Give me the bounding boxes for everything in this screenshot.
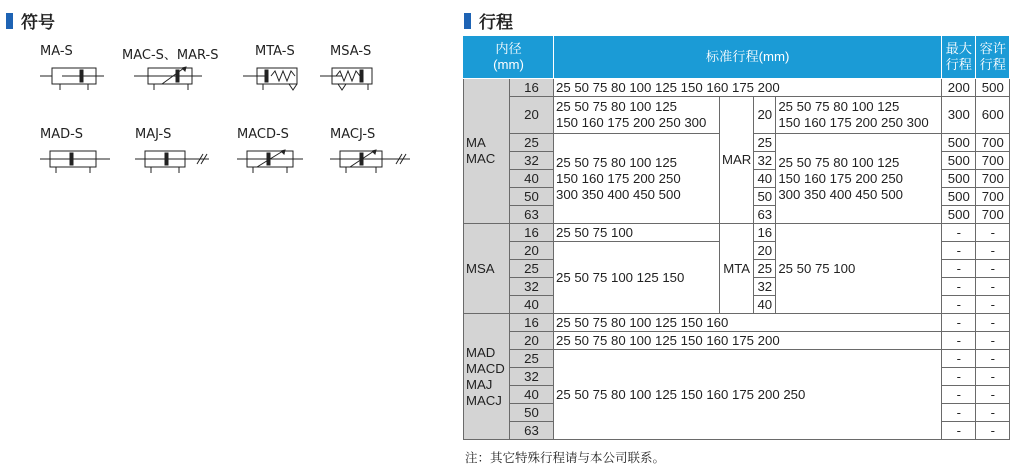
bore-cell: 50 <box>510 404 554 422</box>
symbol-label: MA-S <box>40 44 73 59</box>
max-stroke-cell: - <box>942 314 976 332</box>
allow-stroke-cell: 500 <box>976 79 1010 97</box>
bore-cell: 40 <box>510 386 554 404</box>
max-stroke-cell: - <box>942 350 976 368</box>
mar-bore-cell: 50 <box>754 188 776 206</box>
max-stroke-cell: 500 <box>942 206 976 224</box>
bore-cell: 20 <box>510 97 554 134</box>
max-stroke-cell: - <box>942 296 976 314</box>
bore-cell: 40 <box>510 170 554 188</box>
table-row <box>464 350 1010 368</box>
symbol-mac-s <box>122 44 232 63</box>
mar-bore-cell: 63 <box>754 206 776 224</box>
mar-stroke-cell <box>776 134 942 224</box>
standard-stroke-cell: 25 50 75 80 100 125 150 160 <box>554 314 942 332</box>
max-stroke-cell: - <box>942 368 976 386</box>
max-stroke-cell: 500 <box>942 188 976 206</box>
allow-stroke-cell: - <box>976 404 1010 422</box>
standard-stroke-cell <box>554 97 720 134</box>
symbol-label: MAD-S <box>40 127 84 142</box>
header-allow-stroke: 容许 行程 <box>976 36 1010 79</box>
table-row <box>464 224 1010 242</box>
stroke-note: 注：其它特殊行程请与本公司联系。 <box>465 450 666 465</box>
mta-s-symbol-icon <box>237 62 302 94</box>
max-stroke-cell: - <box>942 224 976 242</box>
series-mar: MAR <box>720 97 754 224</box>
bore-cell: 50 <box>510 188 554 206</box>
max-stroke-cell: - <box>942 260 976 278</box>
stroke-line: 25 50 75 80 100 125 <box>778 99 900 114</box>
standard-stroke-cell: 25 50 75 100 125 150 <box>554 242 720 314</box>
symbol-macj-s <box>330 127 440 142</box>
bore-cell: 25 <box>510 134 554 152</box>
mar-stroke-cell <box>776 97 942 134</box>
max-stroke-cell: - <box>942 422 976 440</box>
bore-cell: 63 <box>510 206 554 224</box>
allow-stroke-cell: 700 <box>976 188 1010 206</box>
symbol-label: MSA-S <box>330 44 372 59</box>
table-row <box>464 79 1010 97</box>
mta-bore-cell: 16 <box>754 224 776 242</box>
header-row <box>464 36 1010 79</box>
bore-cell: 25 <box>510 260 554 278</box>
mac-s-symbol-icon <box>132 62 207 94</box>
allow-stroke-cell: - <box>976 242 1010 260</box>
standard-stroke-cell: 25 50 75 80 100 125 150 160 175 200 250 <box>554 350 942 440</box>
mta-bore-cell: 20 <box>754 242 776 260</box>
header-standard-stroke: 标准行程(mm) <box>554 36 942 79</box>
allow-stroke-cell: - <box>976 422 1010 440</box>
standard-stroke-cell: 25 50 75 100 <box>554 224 720 242</box>
macd-s-symbol-icon <box>237 145 312 177</box>
max-stroke-cell: - <box>942 386 976 404</box>
bore-cell: 32 <box>510 368 554 386</box>
allow-stroke-cell: - <box>976 314 1010 332</box>
max-stroke-cell: 500 <box>942 152 976 170</box>
allow-stroke-cell: 700 <box>976 170 1010 188</box>
header-bore: 内径 (mm) <box>464 36 554 79</box>
series-mta: MTA <box>720 224 754 314</box>
max-stroke-cell: - <box>942 242 976 260</box>
max-stroke-cell: 200 <box>942 79 976 97</box>
stroke-line: 150 160 175 200 250 300 <box>778 115 929 130</box>
ma-s-symbol-icon <box>40 62 105 94</box>
symbol-label: MAJ-S <box>135 127 172 142</box>
max-stroke-cell: 500 <box>942 170 976 188</box>
allow-stroke-cell: - <box>976 260 1010 278</box>
symbol-label: MACJ-S <box>330 127 376 142</box>
section-marker-icon <box>6 13 13 29</box>
max-stroke-cell: 300 <box>942 97 976 134</box>
mta-bore-cell: 40 <box>754 296 776 314</box>
allow-stroke-cell: - <box>976 350 1010 368</box>
mta-bore-cell: 25 <box>754 260 776 278</box>
stroke-title-text: 行程 <box>479 13 513 33</box>
allow-stroke-cell: - <box>976 332 1010 350</box>
bore-cell: 32 <box>510 278 554 296</box>
symbol-label: MTA-S <box>255 44 295 59</box>
stroke-line: 150 160 175 200 250 <box>556 170 681 186</box>
section-marker-icon <box>464 13 471 29</box>
maj-s-symbol-icon <box>135 145 215 177</box>
group-ma-mac: MA MAC <box>464 79 510 224</box>
bore-cell: 63 <box>510 422 554 440</box>
mar-bore-cell: 40 <box>754 170 776 188</box>
allow-stroke-cell: 700 <box>976 206 1010 224</box>
stroke-line: 25 50 75 80 100 125 <box>556 154 677 170</box>
group-mad: MAD MACD MAJ MACJ <box>464 314 510 440</box>
allow-stroke-cell: 700 <box>976 152 1010 170</box>
allow-stroke-cell: - <box>976 386 1010 404</box>
table-row <box>464 97 1010 134</box>
mar-bore-cell: 20 <box>754 97 776 134</box>
stroke-table <box>463 35 1010 440</box>
symbol-maj-s <box>135 127 245 142</box>
stroke-line: 150 160 175 200 250 <box>778 170 903 186</box>
stroke-line: 300 350 400 450 500 <box>778 186 903 202</box>
bore-cell: 20 <box>510 332 554 350</box>
table-row <box>464 314 1010 332</box>
msa-s-symbol-icon <box>316 62 381 94</box>
table-row <box>464 332 1010 350</box>
allow-stroke-cell: - <box>976 368 1010 386</box>
max-stroke-cell: - <box>942 278 976 296</box>
max-stroke-cell: 500 <box>942 134 976 152</box>
mar-bore-cell: 32 <box>754 152 776 170</box>
bore-cell: 20 <box>510 242 554 260</box>
mar-bore-cell: 25 <box>754 134 776 152</box>
bore-cell: 16 <box>510 79 554 97</box>
bore-cell: 16 <box>510 224 554 242</box>
bore-cell: 16 <box>510 314 554 332</box>
allow-stroke-cell: - <box>976 278 1010 296</box>
symbols-section-title <box>6 8 55 33</box>
bore-cell: 25 <box>510 350 554 368</box>
mad-s-symbol-icon <box>40 145 115 177</box>
bore-cell: 40 <box>510 296 554 314</box>
standard-stroke-cell: 25 50 75 80 100 125 150 160 175 200 <box>554 332 942 350</box>
symbol-msa-s <box>330 44 440 59</box>
stroke-line: 25 50 75 80 100 125 <box>556 99 677 114</box>
max-stroke-cell: - <box>942 332 976 350</box>
symbols-title-text: 符号 <box>21 13 55 33</box>
max-stroke-cell: - <box>942 404 976 422</box>
group-msa: MSA <box>464 224 510 314</box>
stroke-line: 300 350 400 450 500 <box>556 186 681 202</box>
allow-stroke-cell: - <box>976 296 1010 314</box>
symbol-mad-s <box>40 127 150 142</box>
symbol-label: MACD-S <box>237 127 289 142</box>
macj-s-symbol-icon <box>330 145 415 177</box>
allow-stroke-cell: 700 <box>976 134 1010 152</box>
symbol-label: MAC-S、MAR-S <box>122 48 219 63</box>
stroke-section-title <box>464 8 513 33</box>
stroke-line: 150 160 175 200 250 300 <box>556 115 707 130</box>
allow-stroke-cell: 600 <box>976 97 1010 134</box>
standard-stroke-cell <box>554 134 720 224</box>
standard-stroke-cell: 25 50 75 80 100 125 150 160 175 200 <box>554 79 942 97</box>
bore-cell: 32 <box>510 152 554 170</box>
mta-stroke-cell: 25 50 75 100 <box>776 224 942 314</box>
mta-bore-cell: 32 <box>754 278 776 296</box>
header-max-stroke: 最大 行程 <box>942 36 976 79</box>
allow-stroke-cell: - <box>976 224 1010 242</box>
stroke-line: 25 50 75 80 100 125 <box>778 154 900 170</box>
